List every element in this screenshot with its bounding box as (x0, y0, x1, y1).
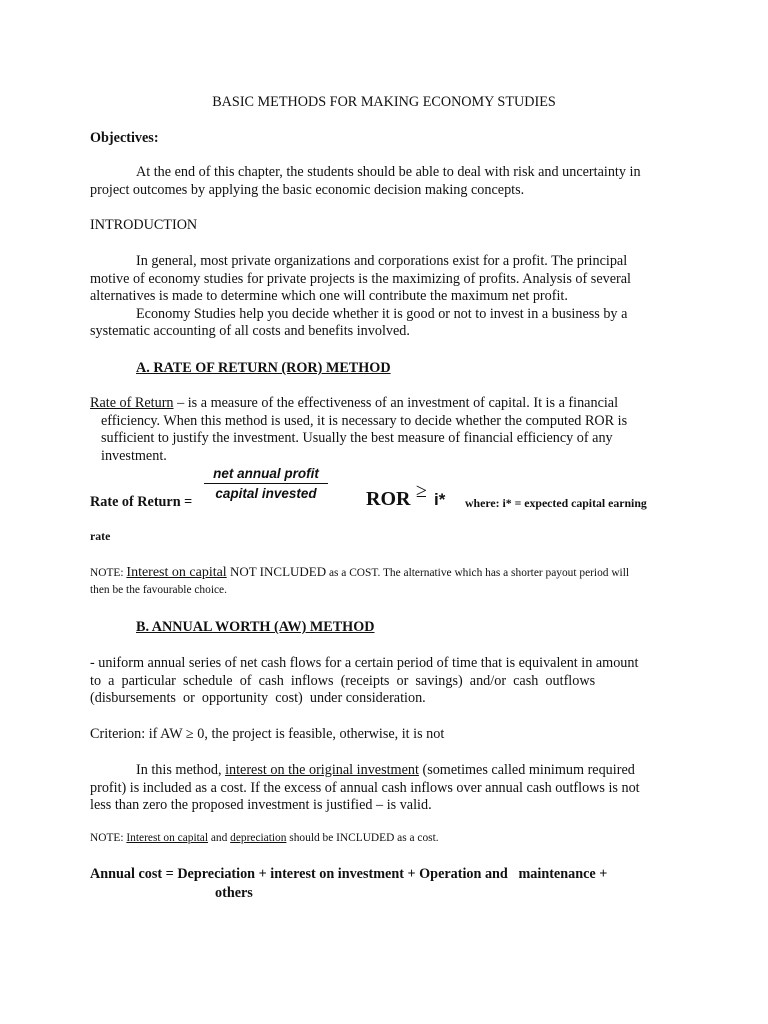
note-a-interest-link: Interest on capital (126, 565, 227, 580)
aw-definition (90, 655, 678, 708)
note-b (90, 832, 439, 844)
aw-interest-link: interest on the original investment (225, 762, 419, 778)
note-a-line-1 (90, 563, 678, 582)
section-b-heading: B. ANNUAL WORTH (AW) METHOD (136, 619, 375, 635)
ror-formula-label: Rate of Return = (90, 494, 193, 510)
ror-term: Rate of Return (90, 395, 174, 411)
aw-def-line-2: to a particular schedule of cash inflows (receipts or savings) and/or cash outflows (90, 672, 596, 689)
aw-def-line-3: (disbursements or opportunity cost) under consideration. (90, 690, 426, 707)
note-a-line-2: then be the favourable choice. (90, 584, 227, 596)
fraction-denominator: capital invested (215, 486, 317, 501)
objectives-line-2: project outcomes by applying the basic economic decision making concepts. (90, 181, 525, 198)
ror-def-text-1: – is a measure of the effectiveness of an investment of capital. It is a financial (173, 395, 619, 411)
note-b-and: and (208, 832, 231, 844)
ror-symbol: ROR (366, 488, 411, 510)
ror-definition (90, 395, 678, 465)
ror-definition-line-1 (90, 395, 678, 413)
aw-para-line-3: less than zero the proposed investment is justified – is valid. (90, 797, 432, 814)
fraction-numerator: net annual profit (213, 466, 319, 481)
i-star: i* (434, 490, 446, 509)
aw-paragraph (90, 762, 678, 815)
note-a-rest-1: as a COST. The alternative which has a shorter payout period will (326, 567, 630, 579)
aw-para-line-2: profit) is included as a cost. If the excess of annual cash inflows over annual cash outflows is not (90, 779, 640, 796)
aw-para-line-1 (90, 762, 678, 780)
intro-p2-line-1: Economy Studies help you decide whether it is good or not to invest in a business by a (136, 305, 628, 322)
page-title: BASIC METHODS FOR MAKING ECONOMY STUDIES (212, 94, 556, 110)
introduction-body (90, 253, 678, 341)
objectives-line-1: At the end of this chapter, the students should be able to deal with risk and uncertainty in (136, 164, 641, 180)
note-b-rest: should be INCLUDED as a cost. (286, 832, 439, 844)
note-a (90, 563, 678, 599)
ror-definition-line-3: sufficient to justify the investment. Usually the best measure of financial efficiency of any (101, 430, 613, 447)
aw-para-text-a: In this method, (136, 762, 226, 778)
where-continued: rate (90, 529, 111, 543)
note-a-not-included: NOT INCLUDED (226, 564, 327, 579)
where-text: where: i* = expected capital earning (465, 496, 647, 510)
intro-p2-line-2: systematic accounting of all costs and benefits involved. (90, 323, 410, 340)
objectives-heading: Objectives: (90, 130, 159, 146)
intro-p1-line-3: alternatives is made to determine which one will contribute the maximum net profit. (90, 288, 568, 305)
note-b-interest-link: Interest on capital (126, 832, 208, 844)
ror-fraction (204, 466, 328, 501)
intro-p1-line-1: In general, most private organizations and corporations exist for a profit. The principal (136, 253, 628, 269)
aw-criterion: Criterion: if AW ≥ 0, the project is feasible, otherwise, it is not (90, 726, 445, 742)
annual-cost-formula-cont: others (215, 885, 253, 901)
intro-p1-line-2: motive of economy studies for private projects is the maximizing of profits. Analysis of several (90, 270, 631, 287)
geq-symbol: ≥ (416, 480, 427, 502)
fraction-bar (204, 483, 328, 484)
section-a-heading: A. RATE OF RETURN (ROR) METHOD (136, 360, 391, 376)
ror-definition-line-2: efficiency. When this method is used, it is necessary to decide whether the computed ROR is (101, 412, 628, 429)
aw-para-text-b: (sometimes called minimum required (418, 762, 635, 778)
note-b-prefix: NOTE: (90, 832, 127, 844)
note-b-depreciation-link: depreciation (230, 832, 287, 844)
note-a-prefix: NOTE: (90, 567, 124, 579)
ror-definition-line-4: investment. (101, 447, 167, 464)
aw-def-line-1: - uniform annual series of net cash flows for a certain period of time that is equivalent in amount (90, 655, 639, 671)
annual-cost-formula: Annual cost = Depreciation + interest on investment + Operation and maintenance + (90, 866, 608, 882)
introduction-heading: INTRODUCTION (90, 217, 198, 233)
objectives-body (90, 164, 678, 199)
